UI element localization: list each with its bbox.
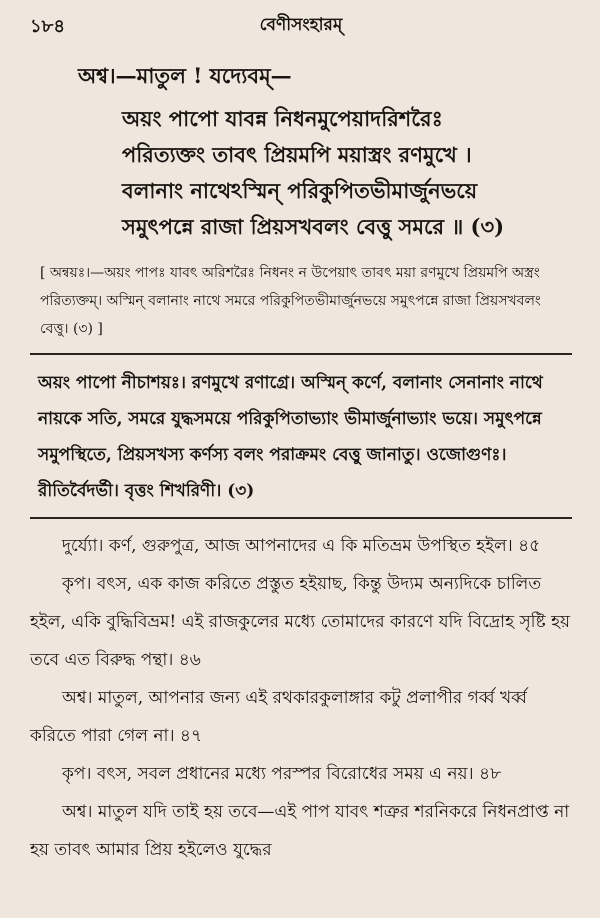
anvaya-note: [ অন্বয়ঃ।—অয়ং পাপঃ যাবৎ অরিশরৈঃ নিধনং ন উপেয়াৎ তাবৎ ময়া রণমুখে প্রিয়মপি অস্ত্রং পরিত্যক্তম্। অস্মিন্ বলানাং নাথে সমরে পরিকুপিতভীমার্জুনভয়ে সমুৎপন্নে রাজা প্রিয়সখবলং বেত্তু। (৩) ] [40, 265, 541, 337]
verse-line: সমুৎপন্নে রাজা প্রিয়সখবলং বেত্তু সমরে ॥ (৩) [122, 214, 505, 239]
dialogue-paragraph: কৃপ। বৎস, এক কাজ করিতে প্রস্তুত হইয়াছ, কিন্তু উদ্যম অন্যদিকে চালিত হইল, একি বুদ্ধিবিভ্রম! এই রাজকুলের মধ্যে তোমাদের কারণে যদি বিদ্রোহ সৃষ্টি হয় তবে এত বিরুদ্ধ পন্থা। ৪৬ [30, 574, 571, 670]
bengali-dialogue [30, 527, 572, 869]
divider-bottom [30, 517, 572, 519]
verse-line: বলানাং নাথেঽস্মিন্ পরিকুপিতভীমার্জুনভয়ে [122, 178, 478, 203]
running-title: বেণীসংহারম্ [259, 15, 343, 35]
verse-line: অয়ং পাপো যাবন্ন নিধনমুপেয়াদরিশরৈঃ [122, 106, 443, 131]
dialogue-paragraph: অশ্ব। মাতুল যদি তাই হয় তবে—এই পাপ যাবৎ শত্রুর শরনিকরে নিধনপ্রাপ্ত না হয় তাবৎ আমার প্রিয় হইলেও যুদ্ধের [30, 802, 570, 860]
sanskrit-verse [122, 101, 572, 245]
page-header [30, 8, 572, 42]
commentary: অয়ং পাপো নীচাশয়ঃ। রণমুখে রণাগ্রে। অস্মিন্ কর্ণে, বলানাং সেনানাং নাথে নায়কে সতি, সমরে যুদ্ধসময়ে পরিকুপিতাভ্যাং ভীমার্জুনাভ্যাং ভয়ে। সমুৎপন্নে সমুপস্থিতে, প্রিয়সখস্য কর্ণস্য বলং পরাক্রমং বেত্তু জানাতু। ওজোগুণঃ। রীতির্বৈদর্ভী। বৃত্তং শিখরিণী। (৩) [38, 373, 543, 501]
divider-top [30, 353, 572, 355]
page-number: ১৮৪ [30, 16, 66, 37]
dialogue-paragraph: অশ্ব। মাতুল, আপনার জন্য এই রথকারকুলাঙ্গার কটু প্রলাপীর গর্ব্ব খর্ব্ব করিতে পারা গেল না। ৪৭ [30, 688, 527, 746]
dialogue-paragraph: কৃপ। বৎস, সবল প্রধানের মধ্যে পরস্পর বিরোধের সময় এ নয়। ৪৮ [62, 764, 502, 784]
verse-intro: অশ্ব।—মাতুল ! যদ্যেবম্— [78, 63, 292, 88]
verse-line: পরিত্যক্তং তাবৎ প্রিয়মপি ময়াস্ত্রং রণমুখে । [122, 142, 472, 167]
verse-section [30, 60, 572, 245]
dialogue-paragraph: দুর্য্যো। কর্ণ, গুরুপুত্র, আজ আপনাদের এ কি মতিভ্রম উপস্থিত হইল। ৪৫ [62, 536, 541, 556]
